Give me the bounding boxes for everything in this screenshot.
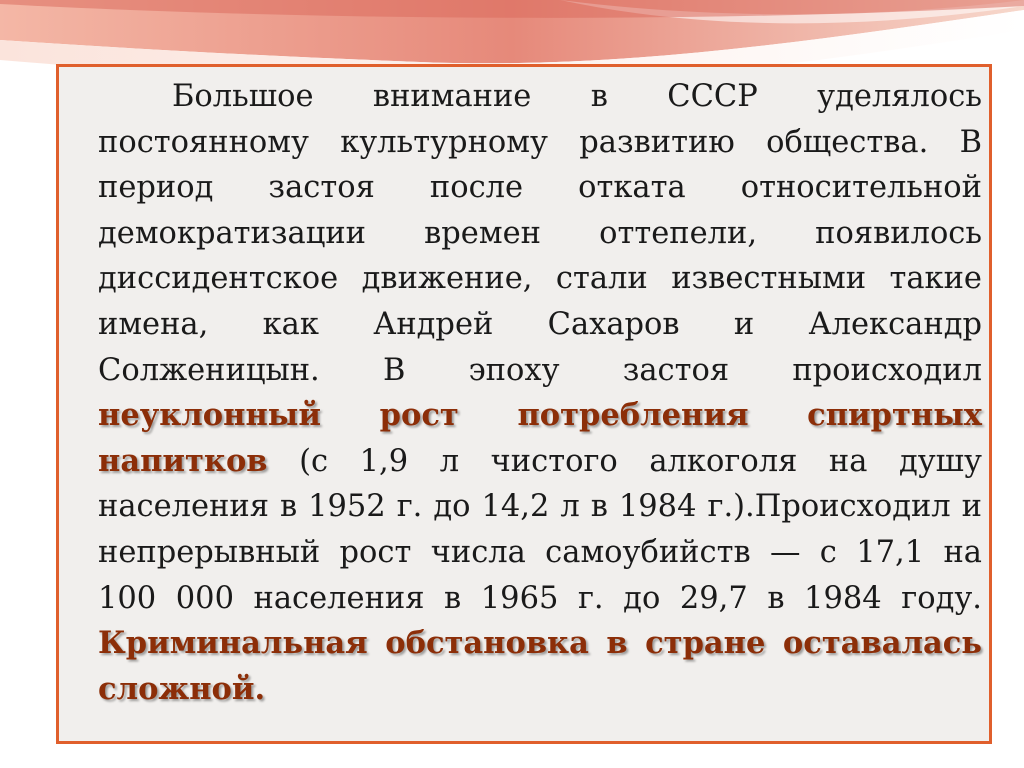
highlight-crime: Криминальная обстановка в стране оставалась сложной. — [98, 625, 982, 707]
text-part-1: Большое внимание в СССР уделялось постоянному культурному развитию общества. В период застоя после отката относительной демократизации времен оттепели, появилось диссидентское движение, стали известными такие имена, как Андрей Сахаров и Александр Солженицын. В эпоху застоя происходил — [98, 79, 982, 388]
highlight-alcohol: неуклонный рост потребления спиртных напитков — [98, 397, 982, 479]
slide-body-text — [98, 74, 982, 712]
text-part-2: (с 1,9 л чистого алкоголя на душу населения в 1952 г. до 14,2 л в 1984 г.).Происходил и непрерывный рост числа самоубийств — с 17,1 на 100 000 населения в 1965 г. до 29,7 в 1984 году. — [98, 443, 982, 616]
